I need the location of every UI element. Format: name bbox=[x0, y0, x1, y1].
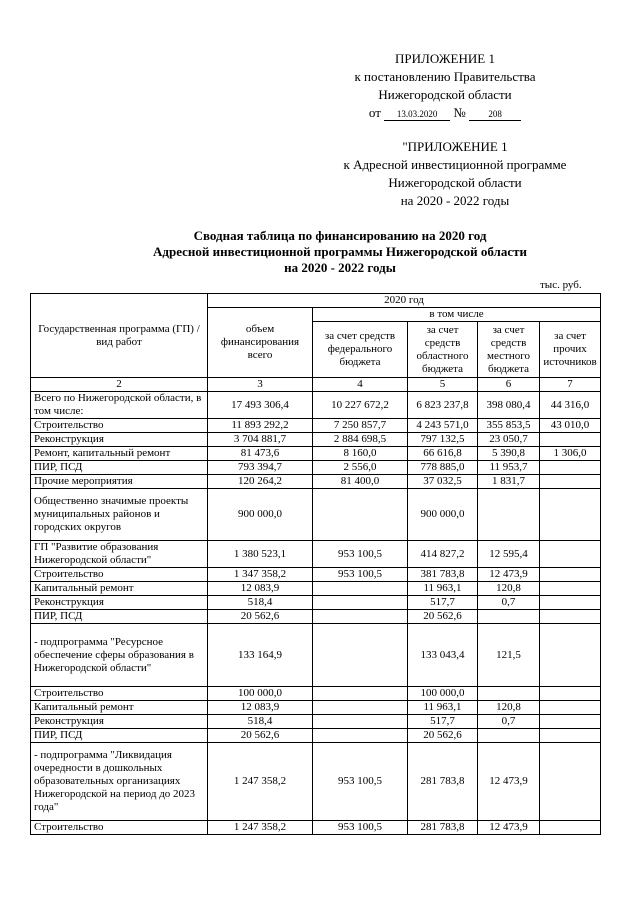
header-including: в том числе bbox=[313, 308, 601, 322]
cell-federal: 953 100,5 bbox=[313, 541, 408, 568]
cell-work-type: - подпрограмма "Ликвидация очередности в дошкольных образовательных организациях Нижегородской на период до 2023 года" bbox=[31, 743, 208, 821]
table-row bbox=[31, 821, 601, 835]
header-other: за счет прочих источников bbox=[540, 322, 601, 378]
cell-work-type: ПИР, ПСД bbox=[31, 610, 208, 624]
cell-federal bbox=[313, 729, 408, 743]
appendix-header-program bbox=[300, 138, 610, 210]
cell-total: 3 704 881,7 bbox=[208, 433, 313, 447]
cell-local: 12 595,4 bbox=[478, 541, 540, 568]
table-row bbox=[31, 729, 601, 743]
cell-work-type: ПИР, ПСД bbox=[31, 461, 208, 475]
cell-other bbox=[540, 729, 601, 743]
cell-local: 121,5 bbox=[478, 624, 540, 687]
cell-total: 518,4 bbox=[208, 596, 313, 610]
cell-work-type: Строительство bbox=[31, 687, 208, 701]
column-number: 6 bbox=[478, 378, 540, 392]
cell-federal: 953 100,5 bbox=[313, 821, 408, 835]
table-row bbox=[31, 419, 601, 433]
cell-federal: 2 884 698,5 bbox=[313, 433, 408, 447]
cell-other bbox=[540, 701, 601, 715]
cell-other bbox=[540, 433, 601, 447]
cell-local bbox=[478, 489, 540, 541]
cell-regional: 414 827,2 bbox=[408, 541, 478, 568]
column-number: 3 bbox=[208, 378, 313, 392]
column-number: 5 bbox=[408, 378, 478, 392]
cell-total: 1 347 358,2 bbox=[208, 568, 313, 582]
cell-work-type: Строительство bbox=[31, 568, 208, 582]
column-number: 4 bbox=[313, 378, 408, 392]
cell-local bbox=[478, 610, 540, 624]
cell-other bbox=[540, 624, 601, 687]
cell-other bbox=[540, 475, 601, 489]
cell-total: 120 264,2 bbox=[208, 475, 313, 489]
cell-local: 1 831,7 bbox=[478, 475, 540, 489]
cell-federal bbox=[313, 624, 408, 687]
cell-work-type: Ремонт, капитальный ремонт bbox=[31, 447, 208, 461]
cell-regional: 6 823 237,8 bbox=[408, 392, 478, 419]
cell-regional: 778 885,0 bbox=[408, 461, 478, 475]
cell-total: 1 380 523,1 bbox=[208, 541, 313, 568]
table-row bbox=[31, 582, 601, 596]
cell-federal bbox=[313, 715, 408, 729]
cell-local: 120,8 bbox=[478, 582, 540, 596]
cell-regional: 517,7 bbox=[408, 715, 478, 729]
cell-total: 1 247 358,2 bbox=[208, 743, 313, 821]
cell-local: 12 473,9 bbox=[478, 743, 540, 821]
title-line: Адресной инвестиционной программы Нижегородской области bbox=[153, 244, 527, 259]
cell-local: 355 853,5 bbox=[478, 419, 540, 433]
cell-total: 12 083,9 bbox=[208, 701, 313, 715]
cell-federal: 953 100,5 bbox=[313, 568, 408, 582]
table-row bbox=[31, 461, 601, 475]
cell-total: 1 247 358,2 bbox=[208, 821, 313, 835]
decree-date-line bbox=[330, 104, 560, 122]
cell-federal: 8 160,0 bbox=[313, 447, 408, 461]
cell-total: 20 562,6 bbox=[208, 610, 313, 624]
header-total: объем финансирования всего bbox=[208, 308, 313, 378]
cell-regional: 381 783,8 bbox=[408, 568, 478, 582]
cell-total: 20 562,6 bbox=[208, 729, 313, 743]
cell-federal: 2 556,0 bbox=[313, 461, 408, 475]
cell-federal: 81 400,0 bbox=[313, 475, 408, 489]
table-row bbox=[31, 433, 601, 447]
column-number: 7 bbox=[540, 378, 601, 392]
cell-federal bbox=[313, 489, 408, 541]
table-row bbox=[31, 743, 601, 821]
cell-local: 12 473,9 bbox=[478, 821, 540, 835]
cell-local: 5 390,8 bbox=[478, 447, 540, 461]
table-row bbox=[31, 475, 601, 489]
units-label: тыс. руб. bbox=[540, 279, 582, 291]
decree-number: 208 bbox=[469, 108, 521, 121]
header-program-col: Государственная программа (ГП) / вид работ bbox=[31, 294, 208, 378]
cell-federal bbox=[313, 687, 408, 701]
appendix-line: к Адресной инвестиционной программе bbox=[343, 157, 567, 172]
cell-total: 518,4 bbox=[208, 715, 313, 729]
cell-federal bbox=[313, 582, 408, 596]
cell-regional: 66 616,8 bbox=[408, 447, 478, 461]
cell-other bbox=[540, 568, 601, 582]
cell-federal: 10 227 672,2 bbox=[313, 392, 408, 419]
cell-regional: 11 963,1 bbox=[408, 582, 478, 596]
header-local: за счет средств местного бюджета bbox=[478, 322, 540, 378]
cell-regional: 281 783,8 bbox=[408, 821, 478, 835]
cell-regional: 900 000,0 bbox=[408, 489, 478, 541]
cell-regional: 133 043,4 bbox=[408, 624, 478, 687]
cell-local bbox=[478, 687, 540, 701]
decree-date: 13.03.2020 bbox=[384, 108, 450, 121]
table-row bbox=[31, 489, 601, 541]
cell-total: 793 394,7 bbox=[208, 461, 313, 475]
cell-regional: 37 032,5 bbox=[408, 475, 478, 489]
cell-work-type: Общественно значимые проекты муниципальных районов и городских округов bbox=[31, 489, 208, 541]
cell-total: 81 473,6 bbox=[208, 447, 313, 461]
cell-other bbox=[540, 461, 601, 475]
cell-regional: 281 783,8 bbox=[408, 743, 478, 821]
cell-local: 0,7 bbox=[478, 715, 540, 729]
table-row bbox=[31, 610, 601, 624]
cell-work-type: - подпрограмма "Ресурсное обеспечение сферы образования в Нижегородской области" bbox=[31, 624, 208, 687]
cell-other: 44 316,0 bbox=[540, 392, 601, 419]
cell-total: 11 893 292,2 bbox=[208, 419, 313, 433]
cell-other bbox=[540, 610, 601, 624]
table-row bbox=[31, 568, 601, 582]
header-year: 2020 год bbox=[208, 294, 601, 308]
cell-other bbox=[540, 489, 601, 541]
cell-total: 133 164,9 bbox=[208, 624, 313, 687]
cell-work-type: Строительство bbox=[31, 821, 208, 835]
appendix-line: Нижегородской области bbox=[388, 175, 522, 190]
cell-total: 900 000,0 bbox=[208, 489, 313, 541]
cell-other bbox=[540, 596, 601, 610]
cell-work-type: Строительство bbox=[31, 419, 208, 433]
appendix-title: "ПРИЛОЖЕНИЕ 1 bbox=[402, 139, 508, 154]
cell-federal bbox=[313, 701, 408, 715]
appendix-line: Нижегородской области bbox=[378, 87, 512, 102]
appendix-line: к постановлению Правительства bbox=[354, 69, 536, 84]
table-row bbox=[31, 392, 601, 419]
table-row bbox=[31, 701, 601, 715]
cell-other bbox=[540, 541, 601, 568]
cell-regional: 11 963,1 bbox=[408, 701, 478, 715]
cell-local bbox=[478, 729, 540, 743]
table-row bbox=[31, 715, 601, 729]
cell-federal bbox=[313, 610, 408, 624]
table-row bbox=[31, 447, 601, 461]
cell-work-type: ГП "Развитие образования Нижегородской области" bbox=[31, 541, 208, 568]
cell-other bbox=[540, 821, 601, 835]
number-sign: № bbox=[453, 105, 466, 120]
cell-federal bbox=[313, 596, 408, 610]
cell-work-type: Капитальный ремонт bbox=[31, 701, 208, 715]
cell-total: 17 493 306,4 bbox=[208, 392, 313, 419]
column-number: 2 bbox=[31, 378, 208, 392]
cell-regional: 20 562,6 bbox=[408, 729, 478, 743]
cell-total: 12 083,9 bbox=[208, 582, 313, 596]
cell-local: 11 953,7 bbox=[478, 461, 540, 475]
table-row bbox=[31, 687, 601, 701]
cell-total: 100 000,0 bbox=[208, 687, 313, 701]
cell-regional: 20 562,6 bbox=[408, 610, 478, 624]
title-line: Сводная таблица по финансированию на 2020 год bbox=[193, 228, 487, 243]
cell-federal: 953 100,5 bbox=[313, 743, 408, 821]
table-row bbox=[31, 541, 601, 568]
cell-work-type: Реконструкция bbox=[31, 715, 208, 729]
cell-local: 398 080,4 bbox=[478, 392, 540, 419]
cell-other: 1 306,0 bbox=[540, 447, 601, 461]
header-regional: за счет средств областного бюджета bbox=[408, 322, 478, 378]
cell-regional: 4 243 571,0 bbox=[408, 419, 478, 433]
cell-other: 43 010,0 bbox=[540, 419, 601, 433]
cell-regional: 100 000,0 bbox=[408, 687, 478, 701]
document-title bbox=[60, 228, 620, 276]
cell-other bbox=[540, 687, 601, 701]
date-prefix: от bbox=[368, 105, 381, 120]
title-line: на 2020 - 2022 годы bbox=[284, 260, 396, 275]
cell-work-type: Реконструкция bbox=[31, 433, 208, 447]
cell-federal: 7 250 857,7 bbox=[313, 419, 408, 433]
cell-local: 120,8 bbox=[478, 701, 540, 715]
financing-table bbox=[30, 293, 601, 835]
cell-local: 12 473,9 bbox=[478, 568, 540, 582]
table-row bbox=[31, 624, 601, 687]
cell-work-type: Капитальный ремонт bbox=[31, 582, 208, 596]
cell-work-type: Реконструкция bbox=[31, 596, 208, 610]
cell-other bbox=[540, 743, 601, 821]
appendix-line: на 2020 - 2022 годы bbox=[400, 193, 510, 208]
cell-local: 23 050,7 bbox=[478, 433, 540, 447]
appendix-header-decree bbox=[330, 50, 560, 122]
cell-other bbox=[540, 715, 601, 729]
cell-work-type: Прочие мероприятия bbox=[31, 475, 208, 489]
table-row bbox=[31, 596, 601, 610]
cell-local: 0,7 bbox=[478, 596, 540, 610]
cell-work-type: ПИР, ПСД bbox=[31, 729, 208, 743]
header-federal: за счет средств федерального бюджета bbox=[313, 322, 408, 378]
cell-regional: 797 132,5 bbox=[408, 433, 478, 447]
cell-other bbox=[540, 582, 601, 596]
cell-work-type: Всего по Нижегородской области, в том числе: bbox=[31, 392, 208, 419]
appendix-title: ПРИЛОЖЕНИЕ 1 bbox=[395, 51, 495, 66]
cell-regional: 517,7 bbox=[408, 596, 478, 610]
